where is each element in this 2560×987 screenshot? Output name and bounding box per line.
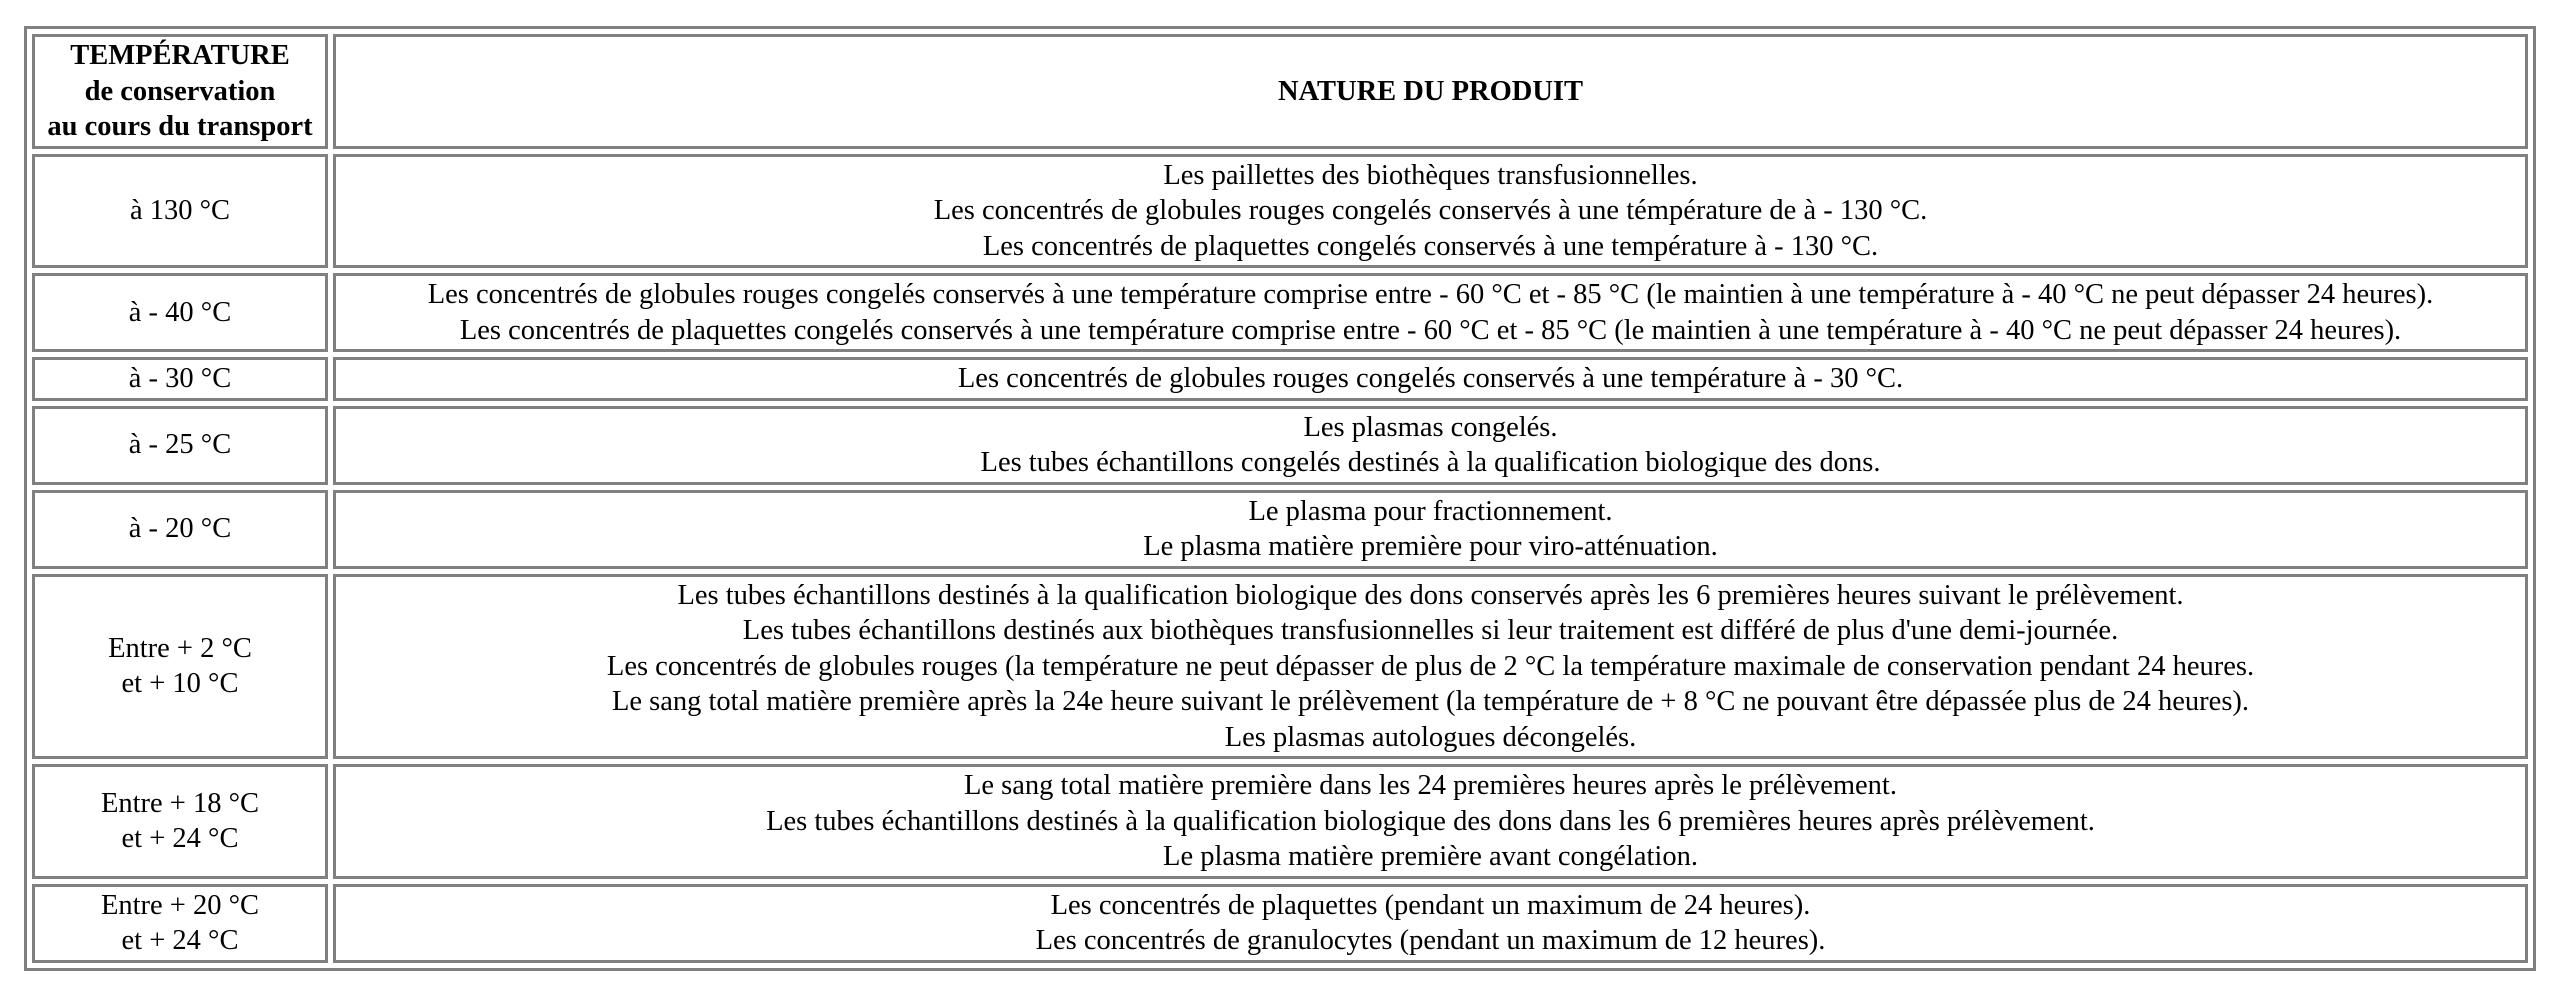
temperature-cell (32, 406, 328, 485)
table-row (32, 406, 2528, 485)
product-text: Les concentrés de granulocytes (pendant un maximum de 12 heures). (1035, 925, 1826, 956)
temperature-text: à 130 °C (129, 195, 231, 226)
product-text: Le plasma matière première avant congélation. (1163, 841, 1698, 872)
table-row (32, 884, 2528, 963)
product-cell (333, 884, 2528, 963)
temperature-cell (32, 764, 328, 879)
temperature-text: Entre + 20 °C (100, 889, 260, 921)
document-content (24, 26, 2536, 971)
temperature-cell (32, 490, 328, 569)
temperature-text: à - 25 °C (128, 429, 232, 461)
product-text: Les paillettes des biothèques transfusionnelles. (1163, 159, 1698, 191)
temperature-cell (32, 884, 328, 963)
product-text: Les tubes échantillons destinés à la qualification biologique des dons conservés après les 6 premières heures suivant le prélèvement. (677, 579, 2184, 611)
product-text: Les concentrés de globules rouges congelés conservés à une température à - 30 °C. (957, 363, 1904, 394)
header-temperature-line: au cours du transport (47, 111, 313, 142)
product-text: Les plasmas congelés. (1303, 411, 1558, 443)
header-temperature-line: de conservation (84, 75, 276, 107)
temperature-text: Entre + 2 °C (108, 632, 252, 664)
temperature-text: et + 24 °C (121, 823, 239, 855)
product-text: Les tubes échantillons destinés aux biothèques transfusionnelles si leur traitement est différé de plus d'une demi-journée. (742, 615, 2119, 646)
product-cell (333, 406, 2528, 485)
product-cell (333, 154, 2528, 269)
table-row (32, 357, 2528, 401)
header-product: NATURE DU PRODUIT (333, 34, 2528, 149)
product-cell (333, 490, 2528, 569)
temperature-cell (32, 273, 328, 352)
product-text: Le plasma pour fractionnement. (1248, 495, 1613, 527)
temperature-cell (32, 357, 328, 401)
product-cell (333, 764, 2528, 879)
product-text: Les plasmas autologues décongelés. (1224, 721, 1637, 753)
table-row (32, 764, 2528, 879)
product-text: Les concentrés de globules rouges congelés conservés à une température comprise entre - 60 °C et - 85 °C (le maintien à une température à - 40 °C ne peut dépasser 24 heures). (427, 279, 2434, 310)
header-temperature-line: TEMPÉRATURE (70, 40, 290, 71)
product-cell (333, 357, 2528, 401)
transport-temperature-table (24, 26, 2536, 971)
product-text: Les concentrés de plaquettes congelés conservés à une température comprise entre - 60 °C et - 85 °C (le maintien à une température à - 40 °C ne peut dépasser 24 heures). (459, 314, 2402, 346)
temperature-text: à - 30 °C (128, 363, 232, 394)
product-cell (333, 574, 2528, 760)
table-row (32, 574, 2528, 760)
product-text: Les concentrés de globules rouges congelés conservés à une témpérature de à - 130 °C. (933, 195, 1928, 226)
header-temperature (32, 34, 328, 149)
table-row (32, 273, 2528, 352)
product-text: Les concentrés de plaquettes (pendant un maximum de 24 heures). (1050, 889, 1811, 921)
table-header-row (32, 34, 2528, 149)
product-text: Le sang total matière première après la 24e heure suivant le prélèvement (la température de + 8 °C ne pouvant être dépassée plus de 24 heures). (611, 686, 2250, 717)
product-text: Les tubes échantillons congelés destinés à la qualification biologique des dons. (980, 447, 1881, 478)
product-text: Les concentrés de globules rouges (la température ne peut dépasser de plus de 2 °C la température maximale de conservation pendant 24 heures. (606, 650, 2255, 682)
temperature-text: à - 20 °C (128, 513, 232, 545)
table-row (32, 490, 2528, 569)
product-text: Les tubes échantillons destinés à la qualification biologique des dons dans les 6 premières heures après prélèvement. (766, 805, 2095, 837)
temperature-text: à - 40 °C (128, 296, 232, 328)
temperature-text: et + 24 °C (121, 925, 239, 956)
product-text: Le sang total matière première dans les 24 premières heures après le prélèvement. (964, 770, 1897, 801)
temperature-cell (32, 574, 328, 760)
product-text: Le plasma matière première pour viro-atténuation. (1143, 531, 1718, 562)
temperature-text: et + 10 °C (121, 668, 239, 700)
product-text: Les concentrés de plaquettes congelés conservés à une température à - 130 °C. (982, 230, 1879, 262)
temperature-text: Entre + 18 °C (100, 787, 260, 819)
table-row (32, 154, 2528, 269)
temperature-cell (32, 154, 328, 269)
product-cell (333, 273, 2528, 352)
